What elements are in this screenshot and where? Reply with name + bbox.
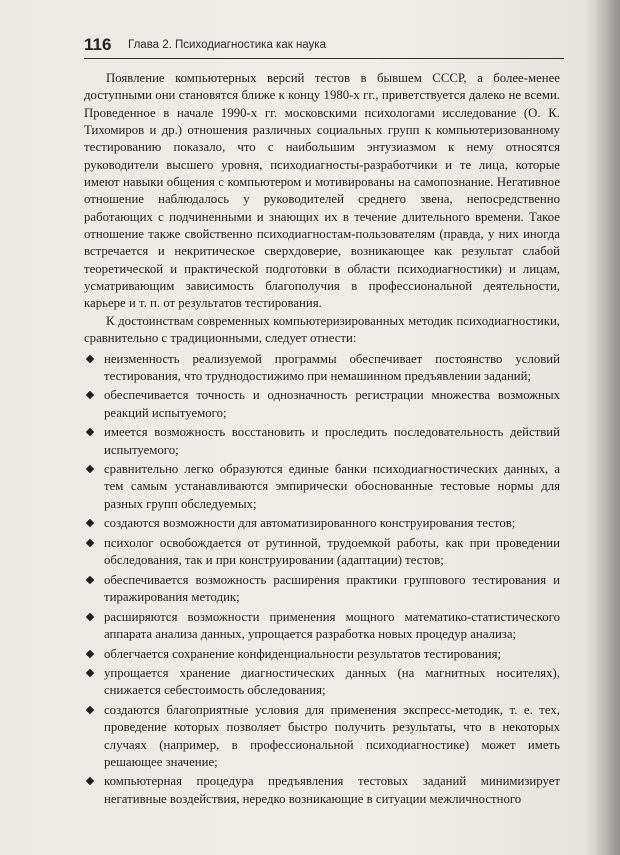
list-item-text: создаются возможности для автоматизированного конструирования тестов; (104, 516, 516, 531)
list-item (84, 572, 560, 607)
list-item (84, 515, 560, 532)
list-item (84, 535, 560, 570)
list-item (84, 424, 560, 459)
book-spine-shadow (594, 0, 620, 855)
list-item (84, 665, 560, 700)
diamond-bullet-icon (86, 612, 94, 620)
advantages-list (84, 351, 560, 809)
list-item (84, 461, 560, 513)
list-item (84, 702, 560, 771)
diamond-bullet-icon (86, 519, 94, 527)
diamond-bullet-icon (86, 576, 94, 584)
list-item-text: обеспечивается возможность расширения практики группового тестирования и тиражирования методик; (104, 572, 560, 605)
list-item-text: облегчается сохранение конфиденциальности результатов тестирования; (104, 646, 502, 661)
list-item-text: неизменность реализуемой программы обеспечивает постоянство условий тестирования, что труднодостижимо при немашинном предъявлении заданий; (104, 351, 560, 383)
list-item-text: создаются благоприятные условия для применения экспресс-методик, т. е. тех, проведение которых позволяет быстро получить результаты, что в некоторых случаях (например, в профессиональной психодиагностике) может иметь решающее значение; (104, 702, 560, 769)
list-item-text: психолог освобождается от рутинной, трудоемкой работы, как при проведении обследования, так и при конструировании (адаптации) тестов; (104, 535, 560, 568)
list-item-text: упрощается хранение диагностических данных (на магнитных носителях), снижается себестоимость обследования; (104, 666, 560, 698)
list-item (84, 646, 560, 663)
page-number: 116 (84, 35, 112, 54)
diamond-bullet-icon (86, 465, 94, 473)
list-item-text: расширяются возможности применения мощного математико-статистического аппарата анализа данных, упрощается разработка новых процедур анализа; (104, 609, 560, 641)
diamond-bullet-icon (86, 649, 94, 657)
paragraph-advantages-lead: К достоинствам современных компьютеризированных методик психодиагностики, сравнительно с традиционными, следует отнести: (84, 313, 560, 346)
list-item-text: имеется возможность восстановить и проследить последовательность действий испытуемого; (104, 425, 560, 457)
diamond-bullet-icon (86, 669, 94, 677)
list-item (84, 387, 560, 422)
diamond-bullet-icon (86, 777, 94, 785)
running-header (84, 35, 564, 59)
list-item-text: компьютерная процедура предъявления тестовых заданий минимизирует негативные воздействия, нередко возникающие в ситуации межличностного (104, 774, 560, 806)
list-item-text: сравнительно легко образуются единые банки психодиагностических данных, а тем самым устанавливаются эмпирически обоснованные тестовые нормы для разных групп обследуемых; (104, 462, 560, 511)
list-item (84, 609, 560, 644)
list-item (84, 773, 560, 808)
list-item-text: обеспечивается точность и однозначность регистрации множества возможных реакций испытуемого; (104, 388, 560, 420)
page-body (84, 70, 560, 810)
paragraph-intro: Появление компьютерных версий тестов в бывшем СССР, а более-менее доступными они становятся ближе к концу 1980-х гг., приветствуется далеко не всеми. Проведенное в начале 1990-х гг. московскими психологами исследование (О. К. Тихомиров и др.) отношения различных социальных групп к компьютеризованному тестированию показало, что с наибольшим энтузиазмом к нему относятся руководители высшего уровня, психодиагносты-разработчики и те лица, которые имеют навыки общения с компьютером и мотивированы на самопознание. Негативное отношение наблюдалось у руководителей среднего звена, непосредственно работающих с подчиненными и знающих их в течение длительного времени. Такое отношение также свойственно психодиагностам-пользователям (правда, у них иногда встречается и некритическое сверхдоверие, возникающее как результат слабой теоретической и практической подготовки в области психодиагностики) и лицам, усматривающим зависимость благополучия в профессиональной деятельности, карьере и т. п. от результатов тестирования. (84, 71, 560, 311)
list-item (84, 351, 560, 386)
diamond-bullet-icon (86, 539, 94, 547)
diamond-bullet-icon (86, 706, 94, 714)
diamond-bullet-icon (86, 428, 94, 436)
diamond-bullet-icon (86, 391, 94, 399)
chapter-title: Глава 2. Психодиагностика как наука (128, 39, 326, 51)
diamond-bullet-icon (86, 354, 94, 362)
